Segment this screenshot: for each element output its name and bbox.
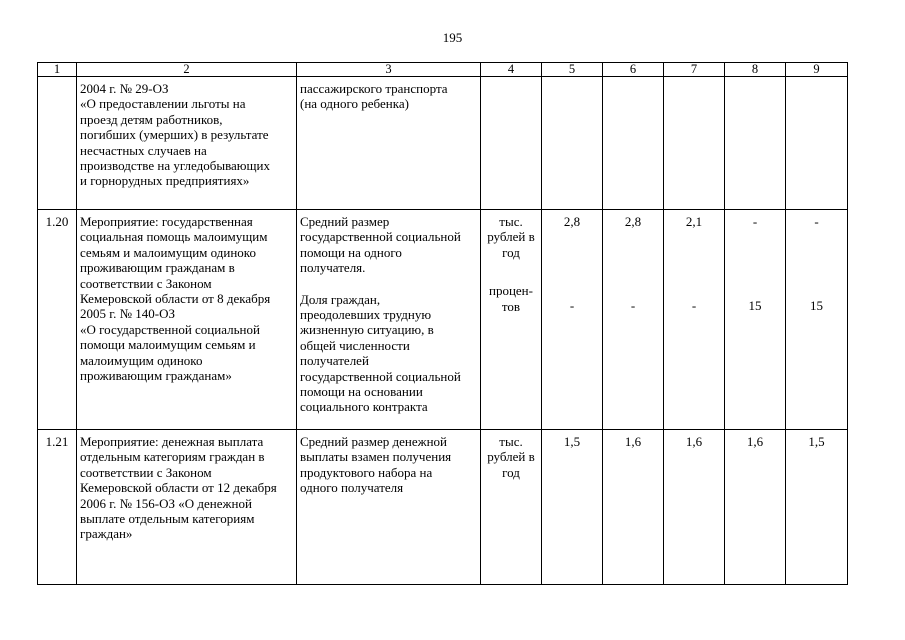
- description-text: Мероприятие: денежная выплата отдельным категориям граждан в соответствии с Законом Кемеровской области от 12 декабря 2006 г. № 156-ОЗ «О денежной выплате отдельным категориям граждан»: [80, 434, 277, 542]
- indicator-cell: [297, 77, 481, 210]
- value-cell: [603, 210, 664, 430]
- indicator-cell: [297, 430, 481, 585]
- value-cell: [603, 77, 664, 210]
- value-text: 2,8: [624, 214, 642, 229]
- row-number: [38, 77, 77, 210]
- value-text: 2,8: [563, 214, 581, 229]
- row-number: 1.21: [38, 430, 77, 585]
- value-cell: [786, 210, 848, 430]
- value-text: -: [814, 214, 819, 229]
- value-cell: [664, 210, 725, 430]
- value-text: -: [630, 298, 636, 314]
- value-cell: [725, 210, 786, 430]
- header-cell: 4: [481, 63, 542, 77]
- indicator-cell: [297, 210, 481, 430]
- value-text: 15: [748, 298, 762, 314]
- measure-description: [77, 210, 297, 430]
- header-cell: 8: [725, 63, 786, 77]
- value-cell: 1,6: [603, 430, 664, 585]
- table-row: [38, 77, 848, 210]
- header-cell: 5: [542, 63, 603, 77]
- header-cell: 6: [603, 63, 664, 77]
- unit-text: тыс. рублей в год: [487, 434, 535, 480]
- header-cell: 3: [297, 63, 481, 77]
- indicator-text: Доля граждан, преодолевших трудную жизненную ситуацию, в общей численности получателей государственной социальной помощи на основании социального контракта: [300, 291, 461, 415]
- value-cell: [725, 77, 786, 210]
- value-cell: 1,6: [725, 430, 786, 585]
- value-text: -: [569, 298, 575, 314]
- value-text: 15: [810, 298, 823, 314]
- measure-description: [77, 430, 297, 585]
- measures-table: [37, 62, 848, 585]
- value-cell: [542, 77, 603, 210]
- page-number: 195: [442, 30, 463, 45]
- unit-cell: [481, 77, 542, 210]
- unit-text: тыс. рублей в год: [487, 214, 535, 260]
- header-cell: 9: [786, 63, 848, 77]
- value-cell: [542, 210, 603, 430]
- value-cell: 1,5: [542, 430, 603, 585]
- table-row: [38, 430, 848, 585]
- indicator-text: Средний размер денежной выплаты взамен получения продуктового набора на одного получателя: [300, 434, 452, 496]
- row-number: 1.20: [38, 210, 77, 430]
- header-cell: 2: [77, 63, 297, 77]
- indicator-text: пассажирского транспорта (на одного ребенка): [300, 81, 448, 112]
- unit-cell: [481, 430, 542, 585]
- value-text: -: [752, 214, 758, 229]
- value-cell: [664, 77, 725, 210]
- value-cell: 1,6: [664, 430, 725, 585]
- value-text: 2,1: [685, 214, 703, 229]
- value-cell: [786, 77, 848, 210]
- indicator-text: Средний размер государственной социальной помощи на одного получателя.: [300, 214, 461, 276]
- unit-text: процен- тов: [489, 283, 533, 314]
- measure-description: [77, 77, 297, 210]
- table-row: [38, 210, 848, 430]
- table-header-row: [38, 63, 848, 77]
- header-cell: 1: [38, 63, 77, 77]
- value-cell: 1,5: [786, 430, 848, 585]
- value-text: -: [691, 298, 697, 314]
- unit-cell: [481, 210, 542, 430]
- description-text: 2004 г. № 29-ОЗ «О предоставлении льготы на проезд детям работников, погибших (умерших) в результате несчастных случаев на производстве на угледобывающих и горнорудных предприятиях»: [80, 81, 270, 189]
- header-cell: 7: [664, 63, 725, 77]
- description-text: Мероприятие: государственная социальная помощь малоимущим семьям и малоимущим одиноко проживающим гражданам в соответствии с Законом Кемеровской области от 8 декабря 2005 г. № 140-ОЗ «О государственной социальной помощи малоимущим семьям и малоимущим одиноко проживающим гражданам»: [80, 214, 271, 384]
